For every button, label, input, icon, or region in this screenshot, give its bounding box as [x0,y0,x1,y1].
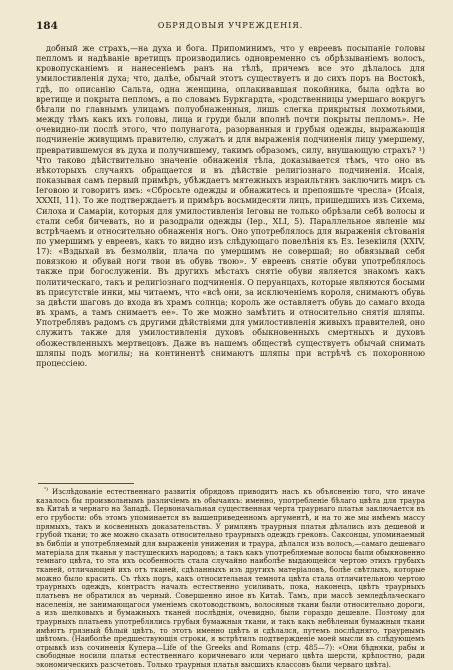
footnote-divider [38,483,134,484]
footnote-text: Изслѣдованіе естественнаго развитія обрядовъ приводитъ насъ къ объясненію того, что иначе казалось бы произвольнымъ различіемъ въ обычаяхъ: именно, употребленіе бѣлаго цвѣта для траура въ Китаѣ и чернаго на Западѣ. Первоначальная существенная черта траурнаго платья заключается въ его грубости: объ этомъ упоминается въ вышеприведенномъ аргументѣ, и на то же мы имѣемъ массу прямыхъ, такъ и косвенныхъ доказательствъ. У римлянъ траурныя платья дѣлались изъ дешевой и грубой ткани; то же можно сказать относительно траурныхъ одеждъ грековъ. Саксонцы, упоминаемый въ библіи и употребляемый для выраженія унижения и траура, дѣлался изъ волосъ,—самаго дешеваго матеріала для тканья у пастушескихъ народовъ; а такъ какъ употребляемые волосы были обыкновенно темнаго цвѣта, то эта ихъ особенность стала случайно наиболѣе выдающейся чертою этихъ грубыхъ тканей, отличающей ихъ отъ тканей, сдѣланныхъ изъ другихъ матеріаловъ, болѣе свѣтлыхъ, которые можно было красить. Съ тѣхъ поръ, какъ относительная темнота цвѣта стала отличительною чертою траурныхъ одеждъ, контрастъ началъ естественно усиливать, пока, наконецъ, цвѣтъ траурныхъ платьевъ не обратился въ черный. Совершенно иное въ Китаѣ. Тамъ, при массѣ земледѣльческаго населенія, не занимающагося уменіемъ скотоводствомъ, волосяныя ткани были относительно дороги, а изъ шелковыхъ и бумажныхъ тканей послѣднія, очевидно, были гораздо дешевле. Поэтому для траурныхъ платьевъ употреблялись грубыя бумажныя ткани, и такъ какъ небѣленыя бумажныя ткани имѣютъ грязный бѣлый цвѣтъ, то этотъ именно цвѣтъ и сдѣлался, путемъ послѣдняго, траурнымъ цвѣтомъ. (Наиболѣе предшествующія строки, я встрѣтилъ подтвержденіе моей мысли въ слѣдующемъ отрывкѣ изъ сочиненія Купера—Life of the Greeks and Romans (стр. 485—7): «Они бѣдняки, рабы и свободные носили платья естественнаго коричневаго или чернаго цвѣта шерсти, крѣпостно, ради экономическихъ разсчетовъ. Только траурныя платья высшихъ классовъ были черваго цвѣта). [36,487,426,670]
running-head: ОБРЯДОВЫЯ УЧРЕЖДЕНІЯ. [157,20,304,30]
footnote-marker: ¹) [44,486,48,493]
main-text: добный же страхъ,—на духа и бога. Припоминимъ, что у евреевъ посыпаніе головы пепломъ и надѣваніе вретищъ производились одновременно съ обрѣзываніемъ волосъ, кровопусканіемъ и нанесеніемъ ранъ на тѣлѣ, причемъ все это дѣлалось для умилостивленія духа; что, далѣе, обычай этотъ существуетъ и до сихъ поръ на Востокѣ, гдѣ, по описанію Сальта, одна женщина, оплакивавшая покойника, была одѣта во вретище и покрыта пепломъ, а по словамъ Буркгардта, «родственницы умершаго вокругъ бѣгали по главнымъ улицамъ полуобнаженныя, лишь слегка прикрытыя лохмотьями, между тѣмъ какъ ихъ головы, лица и груди были вполнѣ почти покрыты пепломъ». Не очевидно-ли послѣ этого, что полунагота, разорванныя и грубыя одежды, выражающія подчиненіе живущимъ правителю, служатъ и для выраженія подчиненія лицу умершему, превратившемуся въ духа и получившему, такимъ образомъ, силу, внушающую страхъ? ¹) Что таково дѣйствительно значеніе обнаженія тѣла, доказывается тѣмъ, что оно въ нѣкоторыхъ случаяхъ обращается и въ дѣйствіе религіознаго подчиненія. Исаія, показывая самъ первый примѣръ, убѣждаетъ мятежныхъ израильтянъ заключить миръ съ Іеговою и говоритъ имъ: «Сбросьте одежды и обнажитесь и препояшьте чресла» (Исаія, XXXII, 11). То же подтверждаетъ и примѣръ восьмидесяти лицъ, пришедшихъ изъ Сихема, Силоха и Самаріи, которыя для умилостивленія Іеговы не только обрѣзали себѣ волосы и стали себя бичевать, но и разодрали одежды (Іер., XLI, 5). Параллельное явленіе мы встрѣчаемъ и относительно обнаженія ногъ. Оно употреблялось для выраженія сѣтованія по умершимъ у евреевъ, какъ то видно изъ слѣдующаго повелѣнія къ Ез. Іезекіиля (XXIV, 17): «Вздыхай въ безмолвіи, плача по умершимъ не совершай; но обвязывай себя повязкою и обувай ноги твои въ обувь твою». У евреевъ снятіе обуви употреблялось также при богослуженіи. Въ другихъ мѣстахъ снятіе обуви является знакомъ какъ политическаго, такъ и религіознаго подчиненія. О перуанцахъ, которые являются босыми въ присутствіе инки, мы читаемъ, что «всѣ они, за исключеніемъ короля, снимаютъ обувь за двѣсти шаговъ до входа въ храмъ солнца; король же оставляетъ обувь до самаго входа въ храмъ, а тамъ снимаетъ ее». То же можно замѣтить и относительно снятія шляпы. Употреблявъ радомъ съ другими дѣйствіями для умилостивленія живыхъ правителей, оно служитъ также для умилостивленія духовъ обыкновенныхъ смертныхъ и духовъ обожествленныхъ мертвецовъ. Даже въ нашемъ обществѣ существуетъ обычай снимать шляпы подъ могилы; на континентѣ снимаютъ шляпы при встрѣчѣ съ похоронною процессіею. [36,44,425,368]
page-number: 184 [36,20,58,32]
footnote [36,486,426,670]
page-header [36,20,425,36]
